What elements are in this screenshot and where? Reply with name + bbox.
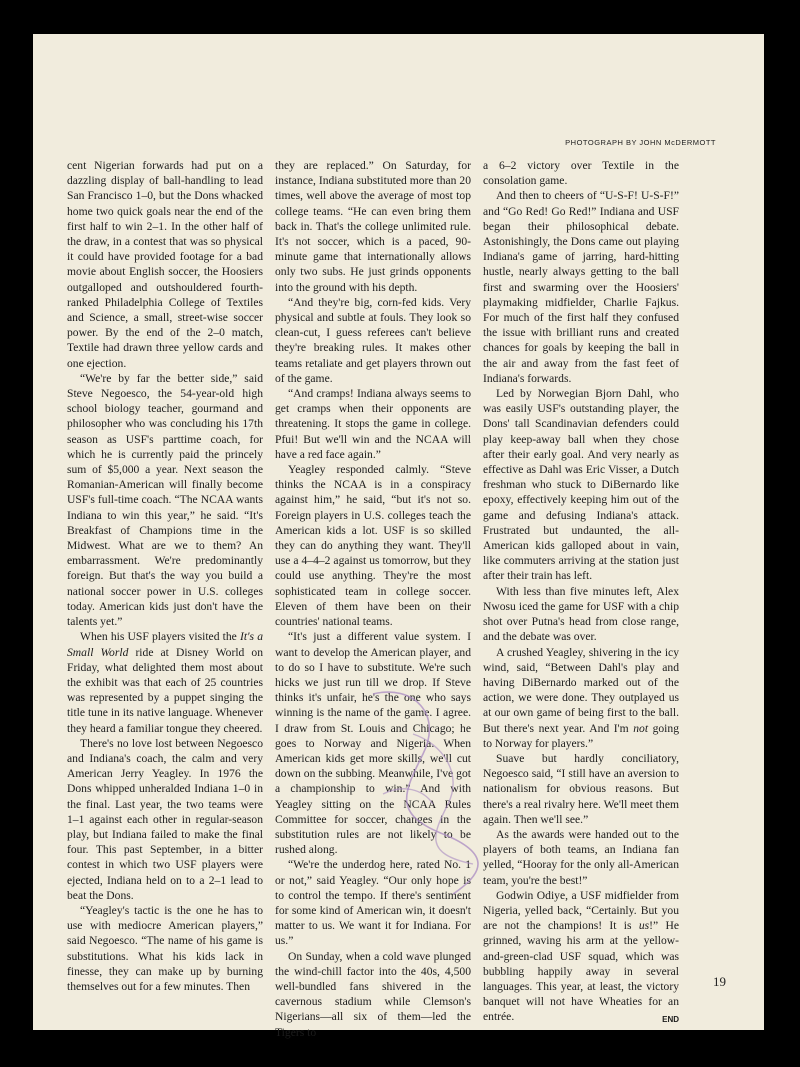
article-paragraph [483,888,679,1025]
italic-text: It's a Small World [67,630,263,659]
article-paragraph [275,949,471,1040]
paragraph-text: “And they're big, corn-fed kids. Very physical and subtle at fouls. They look so clean-cut, I guess referees can't believe they're breaking rules. It makes other teams retaliate and get players thrown out of the game. [275,295,471,385]
article-paragraph [483,584,679,645]
paragraph-text: going to Norway for players.” [483,721,679,750]
italic-text: not [633,721,649,735]
page-number: 19 [713,974,726,989]
paragraph-text: ride at Disney World on Friday, what delighted them most about the exhibit was that each of 25 countries was represented by a puppet singing the title tune in its native language. Whenever they heard a familiar tongue they cheered. [67,645,263,735]
article-paragraph [67,158,263,371]
paragraph-text: Yeagley responded calmly. “Steve thinks the NCAA is in a conspiracy against him,” he said, “but it's not so. Foreign players in U.S. colleges teach the American kids a lot. USF is so skilled they can do anything they want. They'll use a 4–4–2 against us tomorrow, but they could use anything. They're the most sophisticated team in college soccer. Eleven of them have been on their countries' national teams. [275,463,471,629]
paragraph-text: And then to cheers of “U-S-F! U-S-F!” and “Go Red! Go Red!” Indiana and USF began their philosophical debate. Astonishingly, the Dons came out playing Indiana's game of jarring, hard-hitting hustle, nearly always getting to the ball first and swarming over the Hoosiers' playmaking midfielder, Charlie Fajkus. For much of the first half they confused the issue with brilliant runs and created chances for goals by keeping the ball in the air and away from the fast feet of Indiana's forwards. [483,189,679,385]
paragraph-text: “We're the underdog here, rated No. 1 or not,” said Yeagley. “Our only hope is to control the tempo. If there's sentiment for some kind of American win, it doesn't matter to us. We want it for Indiana. For us.” [275,858,471,948]
article-paragraph [275,158,471,295]
paragraph-text: Suave but hardly conciliatory, Negoesco said, “I still have an aversion to nationalism for obvious reasons. But there's a real rivalry here. We'll meet them again. Then we'll see.” [483,751,679,826]
paragraph-text: With less than five minutes left, Alex Nwosu iced the game for USF with a chip shot over Putna's head from close range, and the debate was over. [483,584,679,644]
paragraph-text: a 6–2 victory over Textile in the consolation game. [483,159,679,188]
paragraph-text: Led by Norwegian Bjorn Dahl, who was easily USF's outstanding player, the Dons' tall Scandinavian defenders could play keep-away ball when they chose after their early goal. And very nearly as effective as Dahl was Eric Visser, a Dutch freshman who stuck to DiBernardo like epoxy, effectively keeping him out of the game and defusing Indiana's attack. Frustrated but undaunted, the all-American kids galloped about in vain, like commuters arriving at the station just after their train has left. [483,387,679,583]
paragraph-text: !” He grinned, waving his arm at the yellow-and-green-clad USF squad, which was bubbling happily away in several languages. This year, at least, the victory banquet will not have Wheaties for an entrée. [483,919,679,1024]
paragraph-text: they are replaced.” On Saturday, for instance, Indiana substituted more than 20 times, well above the average of most top college teams. “He can even bring them back in. That's the college unlimited rule. It's not soccer, which is a paced, 90-minute game that internationally allows only two subs. He just grinds opponents into the ground with his depth. [275,159,471,294]
paragraph-text: “We're by far the better side,” said Steve Negoesco, the 54-year-old high school biology teacher, gourmand and philosopher who was concluding his 17th season as USF's parttime coach, for which he is currently paid the princely sum of $5,000 a year. Next season the Romanian-American will finally become USF's full-time coach. “The NCAA wants Indiana to win this year,” he said. “It's Breakfast of Champions time in the Midwest. What are we to them? An embarrassment. We're predominantly foreign. But that's the way you build a national soccer power in U.S. colleges today. American kids just don't have the talents yet.” [67,371,263,629]
paragraph-text: “Yeagley's tactic is the one he has to use with mediocre American players,” said Negoesco. “The name of his game is substitutions. What his kids lack in finesse, they can make up by burning themselves out for a few minutes. Then [67,903,263,993]
paragraph-text: When his USF players visited the [80,630,240,644]
article-paragraph [67,903,263,994]
article-paragraph [275,386,471,462]
end-mark: END [662,1015,679,1025]
article-paragraph [67,371,263,629]
paragraph-text: A crushed Yeagley, shivering in the icy wind, said, “Between Dahl's play and having DiBernardo marked out of the action, we were done. They outplayed us at our own game of being first to the ball. But there's next year. And I'm [483,645,679,735]
article-paragraph [483,827,679,888]
paragraph-text: There's no love lost between Negoesco and Indiana's coach, the calm and very American Jerry Yeagley. In 1976 the Dons whipped unheralded Indiana 1–0 in the final. Last year, the two teams were 1–1 against each other in regular-season play, but Indiana failed to make the final four. This past September, in a bitter contest in which two USF players were ejected, Indiana held on to a 2–1 lead to beat the Dons. [67,736,263,902]
article-paragraph [483,645,679,751]
photo-credit: PHOTOGRAPH BY JOHN McDERMOTT [565,138,716,147]
text-column-3 [483,158,679,1028]
article-paragraph [275,857,471,948]
paragraph-text: As the awards were handed out to the players of both teams, an Indiana fan yelled, “Hooray for the only all-American team, you're the best!” [483,827,679,887]
paragraph-text: Godwin Odiye, a USF midfielder from Nigeria, yelled back, “Certainly. But you are not the champions! It is [483,888,679,933]
article-paragraph [275,462,471,629]
paragraph-text: cent Nigerian forwards had put on a dazzling display of ball-handling to lead San Francisco 1–0, but the Dons whacked home two quick goals near the end of the first half to win 2–1. In the other half of the draw, in a contest that was so physical it could have provided footage for a bad movie about English soccer, the Hoosiers outgalloped and outshouldered fourth-ranked Philadelphia College of Textiles and Science, a small, street-wise soccer power. By the end of the 2–0 match, Textile had drawn three yellow cards and one ejection. [67,159,263,370]
article-paragraph [275,295,471,386]
paragraph-text: On Sunday, when a cold wave plunged the wind-chill factor into the 40s, 4,500 well-bundled fans shivered in the cavernous stadium while Clemson's Nigerians—all six of them—led the Tigers to [275,949,471,1039]
article-paragraph [483,751,679,827]
article-paragraph [275,629,471,857]
article-paragraph [483,386,679,584]
text-column-1 [67,158,263,994]
paragraph-text: “And cramps! Indiana always seems to get cramps when their opponents are threatening. It stops the game in college. Pfui! But we'll win and the NCAA will have a red face again.” [275,387,471,461]
text-column-2 [275,158,471,1040]
paragraph-text: “It's just a different value system. I want to develop the American player, and to do so I have to substitute. We're such hicks we just run till we drop. If Steve thinks it's unfair, he's the one who says winning is the name of the game. I agree. I draw from St. Louis and Chicago; he goes to Norway and Nigeria. When American kids get more skills, we'll cut down on the subbing. Meanwhile, I've got a championship to win.” And with Yeagley sitting on the NCAA Rules Committee for soccer, changes in the substitution rules are not likely to be rushed along. [275,630,471,857]
article-paragraph [67,736,263,903]
magazine-page [33,34,764,1039]
article-paragraph [483,188,679,386]
article-paragraph [67,629,263,735]
italic-text: us [638,919,650,933]
article-paragraph [483,158,679,188]
